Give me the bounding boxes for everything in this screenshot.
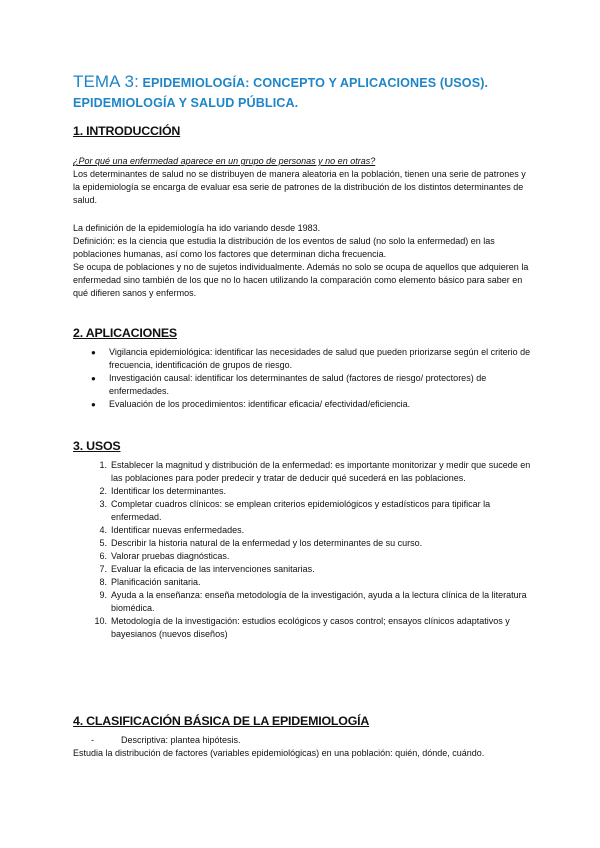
list-item: 9. Ayuda a la enseñanza: enseña metodología de la investigación, ayuda a la lectura clínica de la literatura biomédica. <box>99 590 527 613</box>
bullet-icon: ● <box>91 348 96 357</box>
document-title <box>73 72 543 113</box>
list-item: 3. Completar cuadros clínicos: se emplean criterios epidemiológicos y estadísticos para tipificar la enfermedad. <box>99 499 491 522</box>
list-item: 2. Identificar los determinantes. <box>99 486 227 496</box>
intro-paragraph-4: Se ocupa de poblaciones y no de sujetos individualmente. Además no solo se ocupa de aquellos que adquieren la enfermedad sino también de los que no lo hacen utilizando la comparación como elemento básico para saber en qué difieren sanos y enfermos. <box>73 262 529 298</box>
bullet-icon: ● <box>91 400 96 409</box>
list-item: 10. Metodología de la investigación: estudios ecológicos y casos control; ensayos clínicos adaptativos y bayesianos (nuevos diseños) <box>94 616 510 639</box>
clasificacion-paragraph-1: Estudia la distribución de factores (variables epidemiológicas) en una población: quién, dónde, cuándo. <box>73 748 485 758</box>
intro-question: ¿Por qué una enfermedad aparece en un grupo de personas y no en otras? <box>73 156 376 166</box>
list-item: ● Vigilancia epidemiológica: identificar las necesidades de salud que pueden priorizarse según el criterio de frecuencia, identificación de grupos de riesgo. <box>91 347 531 370</box>
heading-aplicaciones: 2. APLICACIONES <box>73 326 177 340</box>
title-prefix: TEMA 3: <box>73 72 139 91</box>
intro-paragraph-3: Definición: es la ciencia que estudia la distribución de los eventos de salud (no solo la enfermedad) en las poblaciones humanas, así como los factores que determinan dicha frecuencia. <box>73 236 495 259</box>
intro-paragraph-1: Los determinantes de salud no se distribuyen de manera aleatoria en la población, tienen una serie de patrones y la epidemiología se encarga de evaluar esa serie de patrones de la distribución de los distintos determinantes de salud. <box>73 169 526 205</box>
dash-marker: - <box>91 735 94 745</box>
heading-introduccion: 1. INTRODUCCIÓN <box>73 124 181 138</box>
list-item: - Descriptiva: plantea hipótesis. <box>91 735 241 745</box>
heading-usos: 3. USOS <box>73 439 121 453</box>
list-item: 5. Describir la historia natural de la enfermedad y los determinantes de su curso. <box>99 538 423 548</box>
title-line2: EPIDEMIOLOGÍA Y SALUD PÚBLICA. <box>73 96 299 110</box>
list-item: ● Investigación causal: identificar los determinantes de salud (factores de riesgo/ protectores) de enfermedades. <box>91 373 487 396</box>
intro-paragraph-2: La definición de la epidemiología ha ido variando desde 1983. <box>73 223 321 233</box>
aplicaciones-list <box>91 346 531 411</box>
usos-list <box>89 459 531 641</box>
list-item: ● Evaluación de los procedimientos: identificar eficacia/ efectividad/eficiencia. <box>91 399 411 409</box>
list-item: 4. Identificar nuevas enfermedades. <box>99 525 245 535</box>
heading-clasificacion: 4. CLASIFICACIÓN BÁSICA DE LA EPIDEMIOLOGÍA <box>73 714 370 728</box>
list-item: 8. Planificación sanitaria. <box>99 577 201 587</box>
list-item: 6. Valorar pruebas diagnósticas. <box>99 551 230 561</box>
bullet-icon: ● <box>91 374 96 383</box>
title-line1: EPIDEMIOLOGÍA: CONCEPTO Y APLICACIONES (USOS). <box>138 76 489 90</box>
list-item: 1. Establecer la magnitud y distribución de la enfermedad: es importante monitorizar y medir que sucede en las poblaciones para poder predecir y tratar de deducir qué sucederá en las poblaciones. <box>99 460 531 483</box>
list-item: 7. Evaluar la eficacia de las intervenciones sanitarias. <box>99 564 315 574</box>
